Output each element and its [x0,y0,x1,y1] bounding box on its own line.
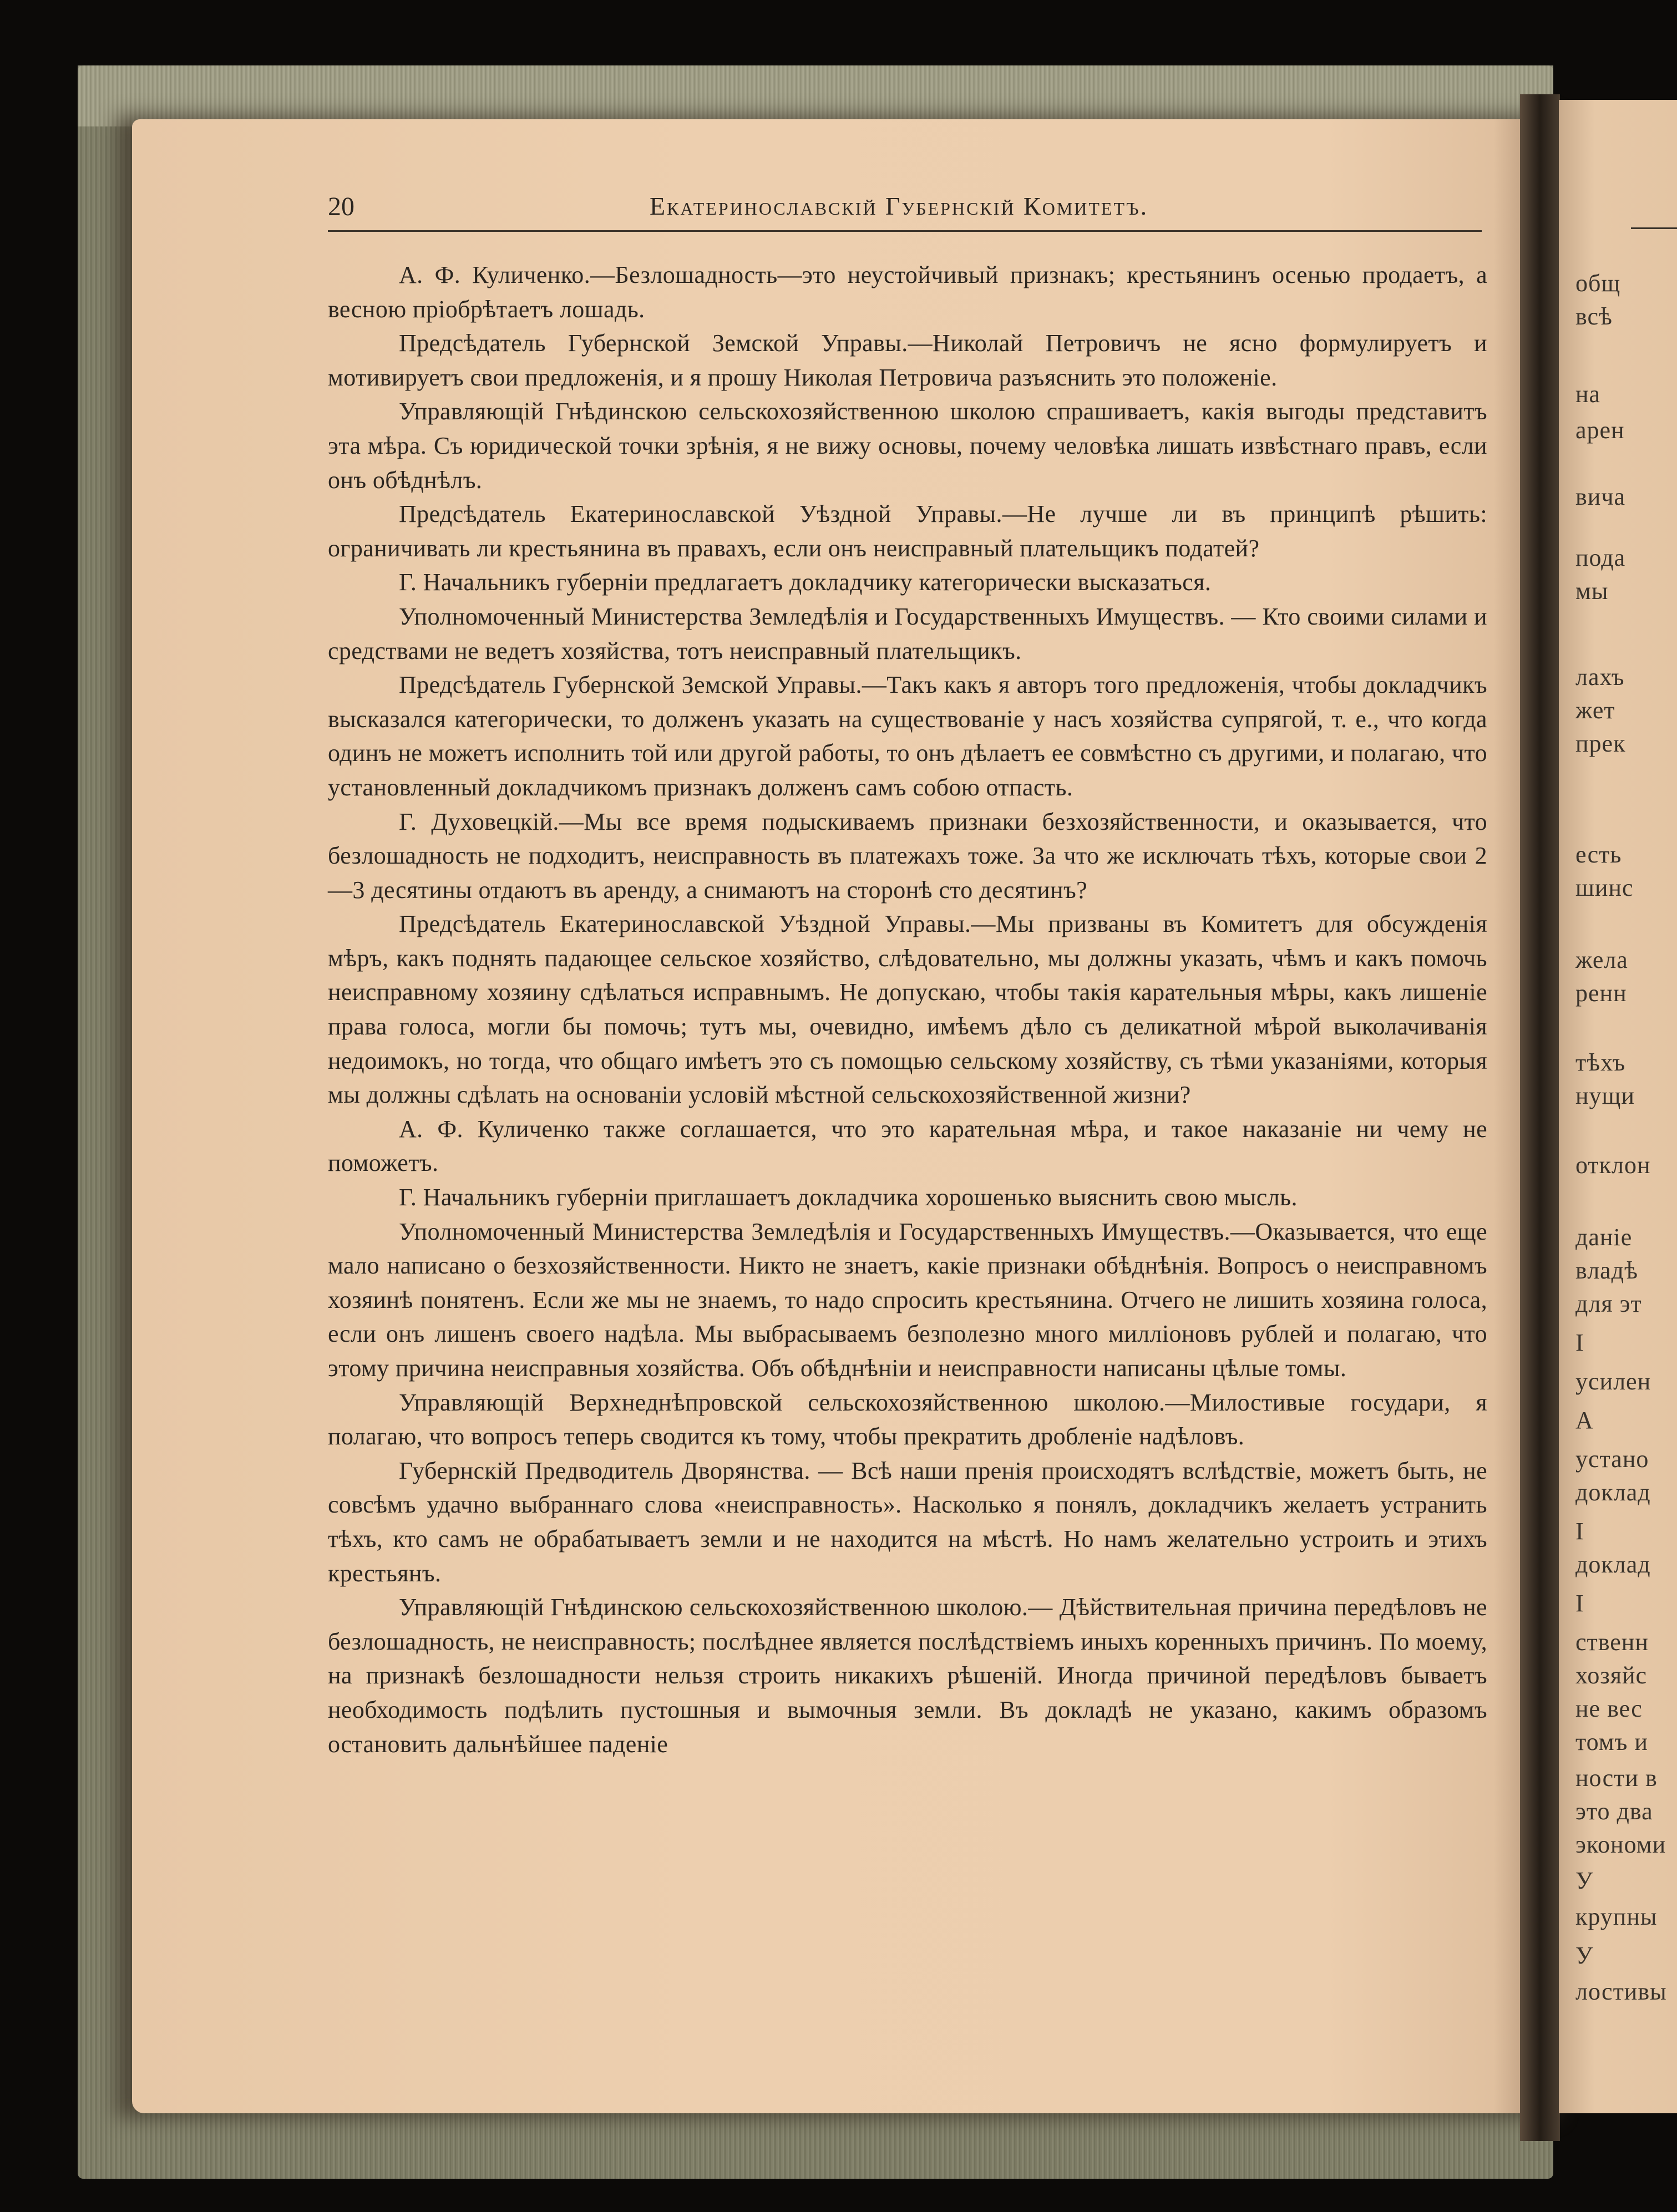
facing-text-fragment: есть [1575,841,1622,868]
facing-text-fragment: устано [1575,1445,1649,1473]
facing-text-fragment: всѣ [1575,303,1613,330]
facing-text-fragment: мы [1575,577,1609,605]
paragraph: Предсѣдатель Екатеринославской Уѣздной Управы.—Мы призваны въ Комитетъ для обсужденія мѣръ, какъ поднять падающее сельское хозяйство, слѣдовательно, мы должны указать, чѣмъ и какъ помочь неисправному хозяину сдѣлаться исправнымъ. Не допускаю, чтобы такія карательныя мѣры, какъ лишеніе права голоса, могли бы помочь; тутъ мы, очевидно, имѣемъ дѣло съ деликатной мѣрой выколачиванія недоимокъ, но тогда, что общаго имѣетъ это съ помощью сельскому хозяйству, съ тѣми указаніями, которыя мы должны сдѣлать на основаніи условій мѣстной сельскохозяйственной жизни? [328,910,1487,1109]
facing-text-fragment: арен [1575,417,1625,444]
facing-text-fragment: отклон [1575,1151,1651,1179]
facing-text-fragment: хозяйс [1575,1662,1648,1689]
facing-text-fragment: для эт [1575,1290,1642,1317]
paragraph: Предсѣдатель Губернской Земской Управы.—Николай Петровичъ не ясно формулируетъ и мотивируетъ свои предложенія, и я прошу Николая Петровича разъяснить это положеніе. [328,329,1487,391]
facing-text-fragment: лостивы [1575,1978,1667,2005]
facing-text-fragment: пода [1575,544,1626,571]
facing-text-fragment: жела [1575,946,1628,973]
facing-text-fragment: томъ и [1575,1728,1648,1756]
facing-text-fragment: лахъ [1575,663,1625,691]
paragraph: Г. Начальникъ губерніи предлагаетъ докладчику категорически высказаться. [399,569,1212,596]
facing-text-fragment: доклад [1575,1551,1651,1578]
facing-text-fragment: прек [1575,730,1626,757]
paragraph: Г. Духовецкій.—Мы все время подыскиваемъ признаки безхозяйственности, и оказывается, что безлошадность не подходитъ, неисправность въ платежахъ тоже. За что же исключать тѣхъ, которые свои 2—3 десятины отдаютъ въ аренду, а снимаютъ на сторонѣ сто десятинъ? [328,808,1487,904]
facing-text-fragment: І [1575,1590,1584,1617]
paragraph: Управляющій Верхнеднѣпровской сельскохозяйственною школою.—Милостивые государи, я полагаю, что вопросъ теперь сводится къ тому, чтобы прекратить дробленіе надѣловъ. [328,1388,1487,1450]
facing-text-fragment: ренн [1575,980,1627,1007]
paragraph: Губернскій Предводитель Дворянства. — Всѣ наши пренія происходятъ вслѣдствіе, можетъ быть, не совсѣмъ удачно выбраннаго слова «неисправность». Насколько я понялъ, докладчикъ желаетъ устранить тѣхъ, кто самъ не обрабатываетъ земли и не находится на мѣстѣ. Но намъ желательно устроить и этихъ крестьянъ. [328,1457,1487,1587]
facing-text-fragment: крупны [1575,1903,1658,1930]
facing-text-fragment: ности в [1575,1764,1658,1792]
facing-text-fragment: не вес [1575,1695,1643,1722]
paragraph: Управляющій Гнѣдинскою сельскохозяйственною школою.— Дѣйствительная причина передѣловъ не безлошадность, не неисправность; послѣднее является послѣдствіемъ иныхъ коренныхъ причинъ. По моему, на признакѣ безлошадности нельзя строить никакихъ рѣшеній. Иногда причиной передѣловъ бываетъ необходимость подѣлить пустошныя и вымочныя земли. Въ докладѣ не указано, какимъ образомъ остановить дальнѣйшее паденіе [328,1594,1487,1758]
facing-text-fragment: даніе [1575,1224,1633,1251]
facing-text-fragment: тѣхъ [1575,1049,1626,1076]
facing-header-rule [1631,227,1677,229]
paragraph: Управляющій Гнѣдинскою сельскохозяйственною школою спрашиваетъ, какія выгоды представитъ эта мѣра. Съ юридической точки зрѣнія, я не вижу основы, почему человѣка лишать извѣстнаго правъ, если онъ обѣднѣлъ. [328,398,1487,494]
page-number: 20 [328,192,354,221]
facing-text-fragment: это два [1575,1798,1653,1825]
facing-text-fragment: А [1575,1407,1594,1434]
page-header [328,191,1482,230]
facing-text-fragment: шинс [1575,874,1634,901]
paragraph: Уполномоченный Министерства Земледѣлія и Государственныхъ Имуществъ.—Оказывается, что еще мало написано о безхозяйственности. Никто не знаетъ, какіе признаки обѣднѣнія. Вопросъ о неисправномъ хозяинѣ понятенъ. Если же мы не знаемъ, то надо спросить крестьянина. Отчего не лишить хозяина голоса, если онъ лишенъ своего надѣла. Мы выбрасываемъ безполезно много милліоновъ рублей и полагаю, что этому причина неисправныя хозяйства. Объ обѣднѣніи и неисправности написаны цѣлые томы. [328,1217,1487,1382]
paragraph: Уполномоченный Министерства Земледѣлія и Государственныхъ Имуществъ. — Кто своими силами и средствами не ведетъ хозяйства, тотъ неисправный плательщикъ. [328,602,1487,664]
facing-text-fragment: на [1575,380,1601,408]
facing-text-fragment: владѣ [1575,1257,1638,1284]
facing-text-fragment: общ [1575,270,1621,297]
facing-text-fragment: І [1575,1329,1584,1356]
facing-text-fragment: І [1575,1518,1584,1545]
body-text [328,258,1487,1761]
paragraph: А. Ф. Куличенко также соглашается, что это карательная мѣра, и такое наказаніе ни чему не поможетъ. [328,1115,1487,1177]
paragraph: Г. Начальникъ губерніи приглашаетъ докладчика хорошенько выяснить свою мысль. [399,1184,1298,1211]
book-page [132,119,1536,2113]
facing-text-fragment: жет [1575,697,1615,724]
paragraph: Предсѣдатель Губернской Земской Управы.—Такъ какъ я авторъ того предложенія, чтобы докладчикъ высказался категорически, то долженъ указать на существованіе у насъ хозяйства супрягой, т. е., что когда одинъ не можетъ исполнить той или другой работы, то онъ дѣлаетъ ее совмѣстно съ другими, и полагаю, что установленный докладчикомъ признакъ долженъ самъ собою отпасть. [328,671,1487,801]
paragraph: Предсѣдатель Екатеринославской Уѣздной Управы.—Не лучше ли въ принципѣ рѣшить: ограничивать ли крестьянина въ правахъ, если онъ неисправный плательщикъ податей? [328,500,1487,562]
facing-text-fragment: У [1575,1867,1594,1894]
running-title: Екатеринославскій Губернскій Комитетъ. [650,192,1149,220]
paragraph: А. Ф. Куличенко.—Безлошадность—это неустойчивый признакъ; крестьянинъ осенью продаетъ, а весною пріобрѣтаетъ лошадь. [328,261,1487,323]
facing-text-fragment: У [1575,1942,1594,1969]
header-rule [328,230,1482,232]
facing-page [1559,100,1677,2113]
facing-text-fragment: нущи [1575,1082,1635,1109]
facing-text-fragment: экономи [1575,1831,1666,1858]
book-gutter [1520,94,1560,2141]
facing-text-fragment: ственн [1575,1628,1649,1656]
facing-text-fragment: доклад [1575,1479,1651,1506]
facing-text-fragment: вича [1575,483,1625,510]
facing-text-fragment: усилен [1575,1368,1651,1395]
